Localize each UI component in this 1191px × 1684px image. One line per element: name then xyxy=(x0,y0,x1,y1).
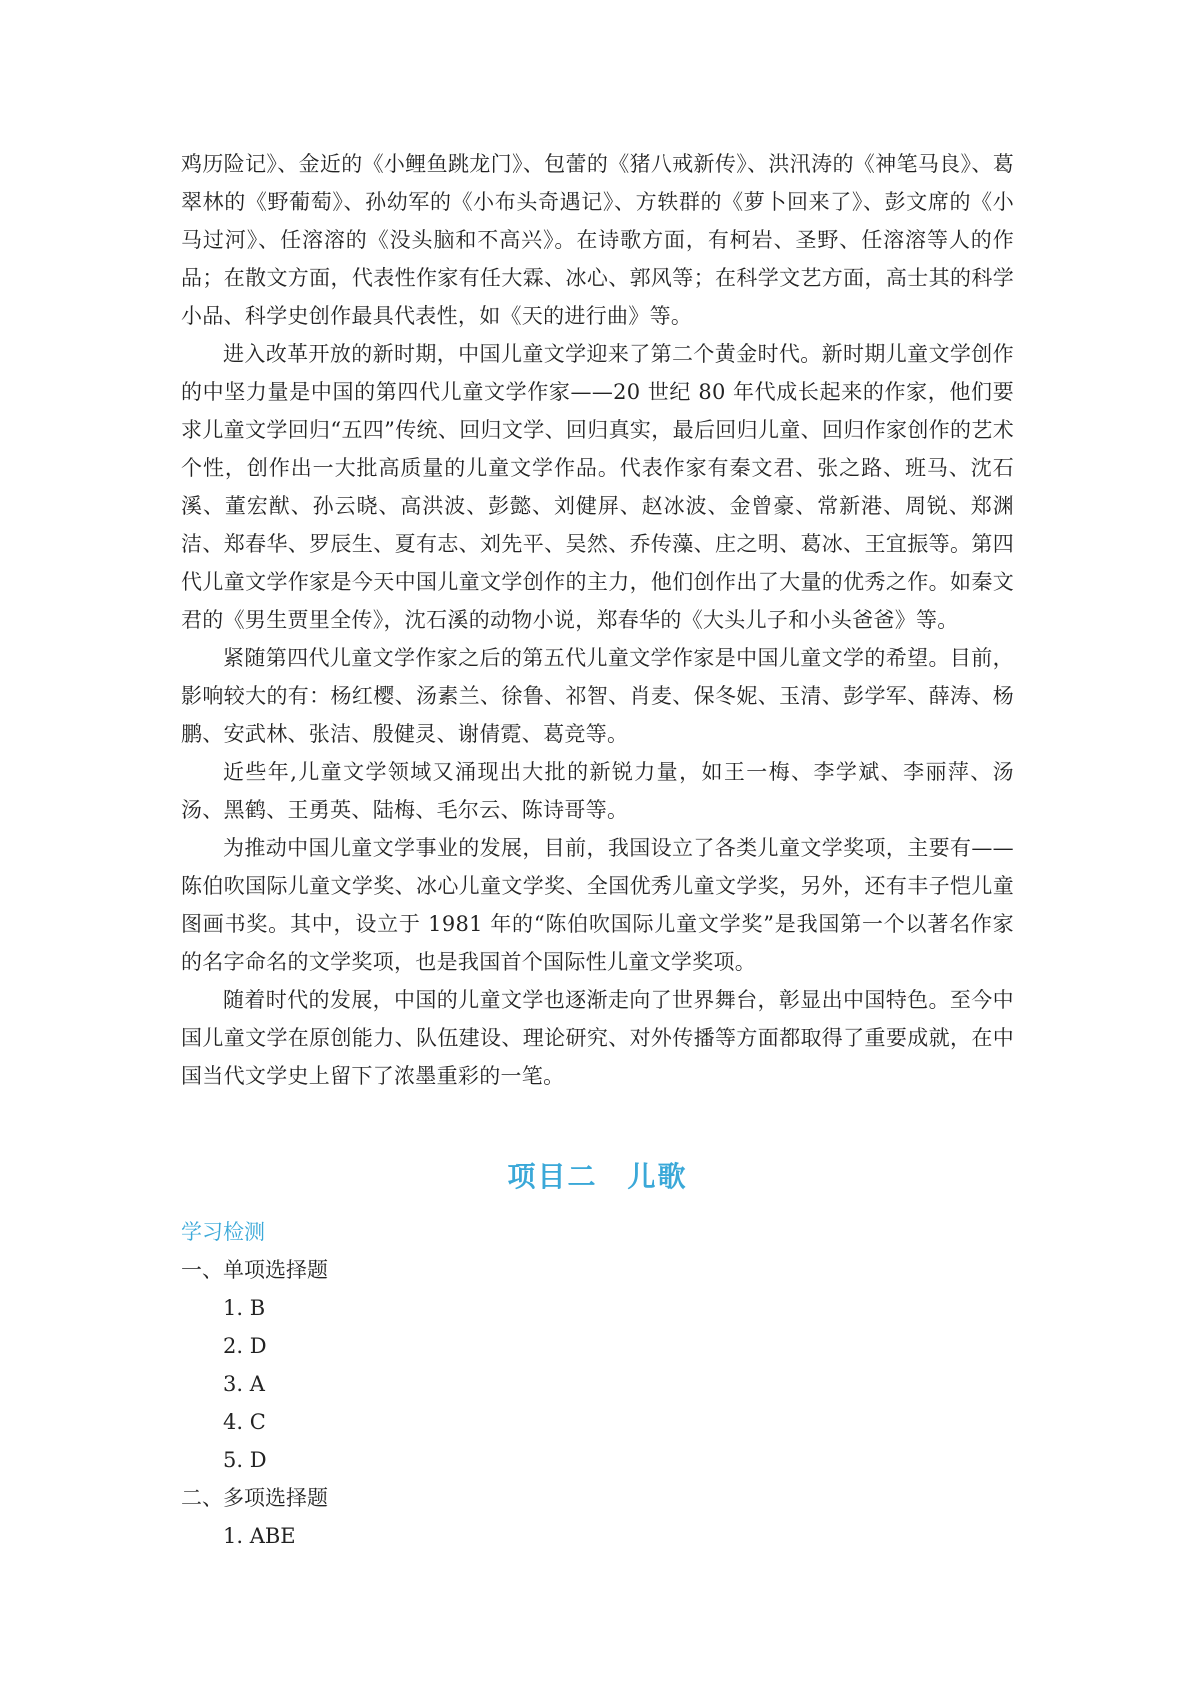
paragraph: 鸡历险记》、金近的《小鲤鱼跳龙门》、包蕾的《猪八戒新传》、洪汛涛的《神笔马良》、葛翠林的《野葡萄》、孙幼军的《小布头奇遇记》、方轶群的《萝卜回来了》、彭文席的《小马过河》、任溶溶的《没头脑和不高兴》。在诗歌方面，有柯岩、圣野、任溶溶等人的作品；在散文方面，代表性作家有任大霖、冰心、郭风等；在科学文艺方面，高士其的科学小品、科学史创作最具代表性，如《天的进行曲》等。 xyxy=(181,152,1014,328)
paragraph: 紧随第四代儿童文学作家之后的第五代儿童文学作家是中国儿童文学的希望。目前，影响较大的有：杨红樱、汤素兰、徐鲁、祁智、肖麦、保冬妮、玉清、彭学军、薛涛、杨鹏、安武林、张洁、殷健灵、谢倩霓、葛竞等。 xyxy=(181,646,1014,746)
document-page xyxy=(181,145,1014,1555)
answer-item: 3. A xyxy=(223,1372,265,1396)
paragraph: 随着时代的发展，中国的儿童文学也逐渐走向了世界舞台，彰显出中国特色。至今中国儿童文学在原创能力、队伍建设、理论研究、对外传播等方面都取得了重要成就，在中国当代文学史上留下了浓墨重彩的一笔。 xyxy=(181,988,1014,1088)
body-text xyxy=(181,145,1014,1095)
answer-groups xyxy=(181,1251,1014,1555)
answer-item: 4. C xyxy=(223,1410,266,1434)
question-group-label: 二、多项选择题 xyxy=(181,1486,328,1510)
paragraph: 为推动中国儿童文学事业的发展，目前，我国设立了各类儿童文学奖项，主要有——陈伯吹国际儿童文学奖、冰心儿童文学奖、全国优秀儿童文学奖，另外，还有丰子恺儿童图画书奖。其中，设立于 1981 年的“陈伯吹国际儿童文学奖”是我国第一个以著名作家的名字命名的文学奖项，也是我国首个国际性儿童文学奖项。 xyxy=(181,836,1014,974)
subheading: 学习检测 xyxy=(181,1220,265,1244)
paragraph: 近些年,儿童文学领域又涌现出大批的新锐力量，如王一梅、李学斌、李丽萍、汤汤、黑鹤、王勇英、陆梅、毛尔云、陈诗哥等。 xyxy=(181,760,1014,822)
answer-item: 2. D xyxy=(223,1334,267,1358)
section-title: 项目二 儿歌 xyxy=(507,1160,688,1193)
question-group-label: 一、单项选择题 xyxy=(181,1258,328,1282)
answer-item: 5. D xyxy=(223,1448,267,1472)
paragraph: 进入改革开放的新时期，中国儿童文学迎来了第二个黄金时代。新时期儿童文学创作的中坚力量是中国的第四代儿童文学作家——20 世纪 80 年代成长起来的作家，他们要求儿童文学回归“五四”传统、回归文学、回归真实，最后回归儿童、回归作家创作的艺术个性，创作出一大批高质量的儿童文学作品。代表作家有秦文君、张之路、班马、沈石溪、董宏猷、孙云晓、高洪波、彭懿、刘健屏、赵冰波、金曾豪、常新港、周锐、郑渊洁、郑春华、罗辰生、夏有志、刘先平、吴然、乔传藻、庄之明、葛冰、王宜振等。第四代儿童文学作家是今天中国儿童文学创作的主力，他们创作出了大量的优秀之作。如秦文君的《男生贾里全传》，沈石溪的动物小说，郑春华的《大头儿子和小头爸爸》等。 xyxy=(181,342,1014,632)
answer-item: 1. B xyxy=(223,1296,266,1320)
answer-item: 1. ABE xyxy=(223,1524,296,1548)
